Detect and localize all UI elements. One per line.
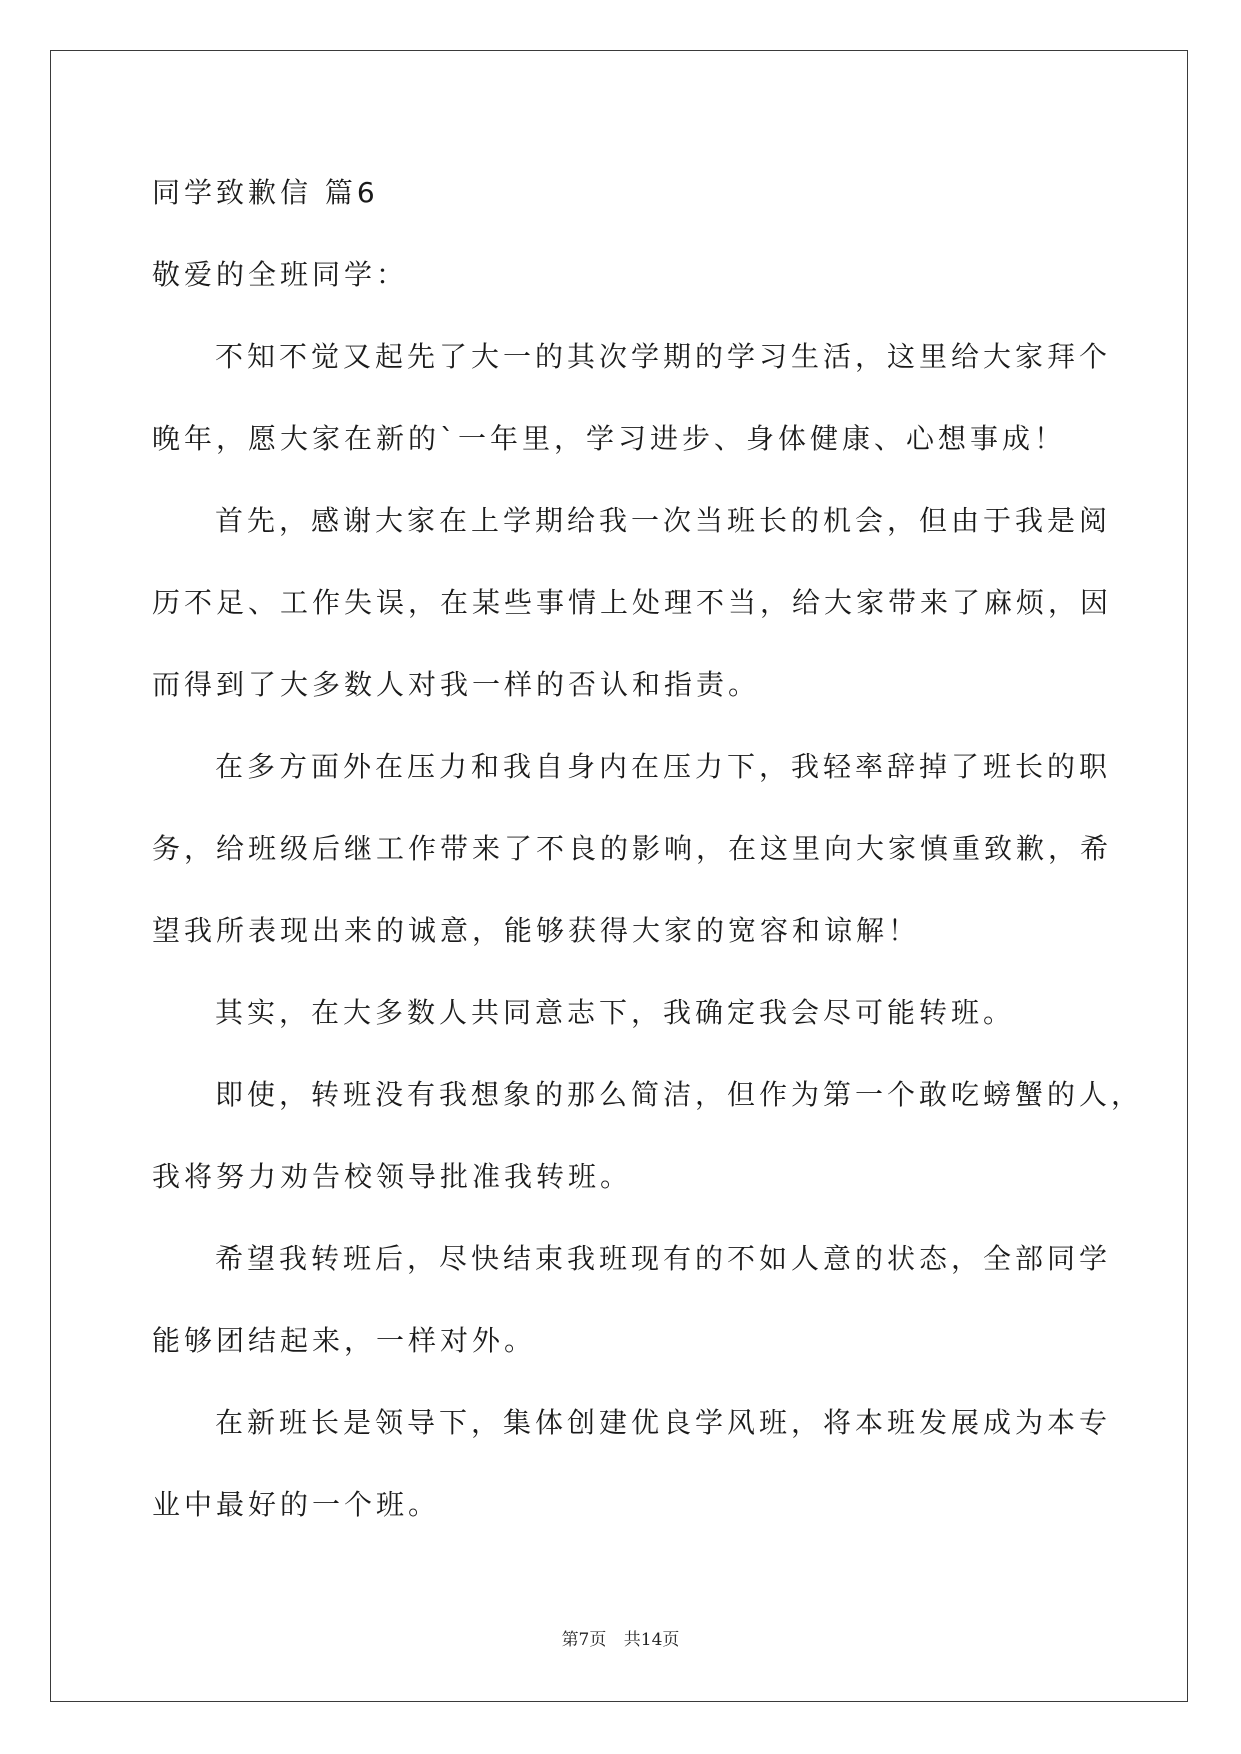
page-border	[50, 50, 1188, 1702]
body-line: 首先，感谢大家在上学期给我一次当班长的机会，但由于我是阅	[215, 504, 1112, 537]
body-line: 我将努力劝告校领导批准我转班。	[152, 1160, 633, 1193]
body-line: 晚年，愿大家在新的`一年里，学习进步、身体健康、心想事成！	[152, 422, 1067, 455]
body-line: 业中最好的一个班。	[152, 1488, 441, 1521]
body-line: 历不足、工作失误，在某些事情上处理不当，给大家带来了麻烦，因	[152, 586, 1113, 619]
body-line: 其实，在大多数人共同意志下，我确定我会尽可能转班。	[215, 996, 1016, 1029]
body-line: 望我所表现出来的诚意，能够获得大家的宽容和谅解！	[152, 914, 921, 947]
page-total: 共14页	[623, 1630, 680, 1650]
body-line: 不知不觉又起先了大一的其次学期的学习生活，这里给大家拜个	[215, 340, 1112, 373]
page-number: 第7页	[561, 1630, 607, 1650]
salutation: 敬爱的全班同学：	[152, 258, 409, 291]
body-line: 希望我转班后，尽快结束我班现有的不如人意的状态，全部同学	[215, 1242, 1112, 1275]
body-line: 能够团结起来，一样对外。	[152, 1324, 537, 1357]
document-heading: 同学致歉信 篇6	[152, 176, 379, 209]
body-line: 在新班长是领导下，集体创建优良学风班，将本班发展成为本专	[215, 1406, 1112, 1439]
body-line: 而得到了大多数人对我一样的否认和指责。	[152, 668, 761, 701]
body-line: 在多方面外在压力和我自身内在压力下，我轻率辞掉了班长的职	[215, 750, 1112, 783]
page-footer	[0, 1625, 1241, 1650]
body-line: 即使，转班没有我想象的那么简洁，但作为第一个敢吃螃蟹的人，	[215, 1078, 1144, 1111]
body-line: 务，给班级后继工作带来了不良的影响，在这里向大家慎重致歉，希	[152, 832, 1113, 865]
